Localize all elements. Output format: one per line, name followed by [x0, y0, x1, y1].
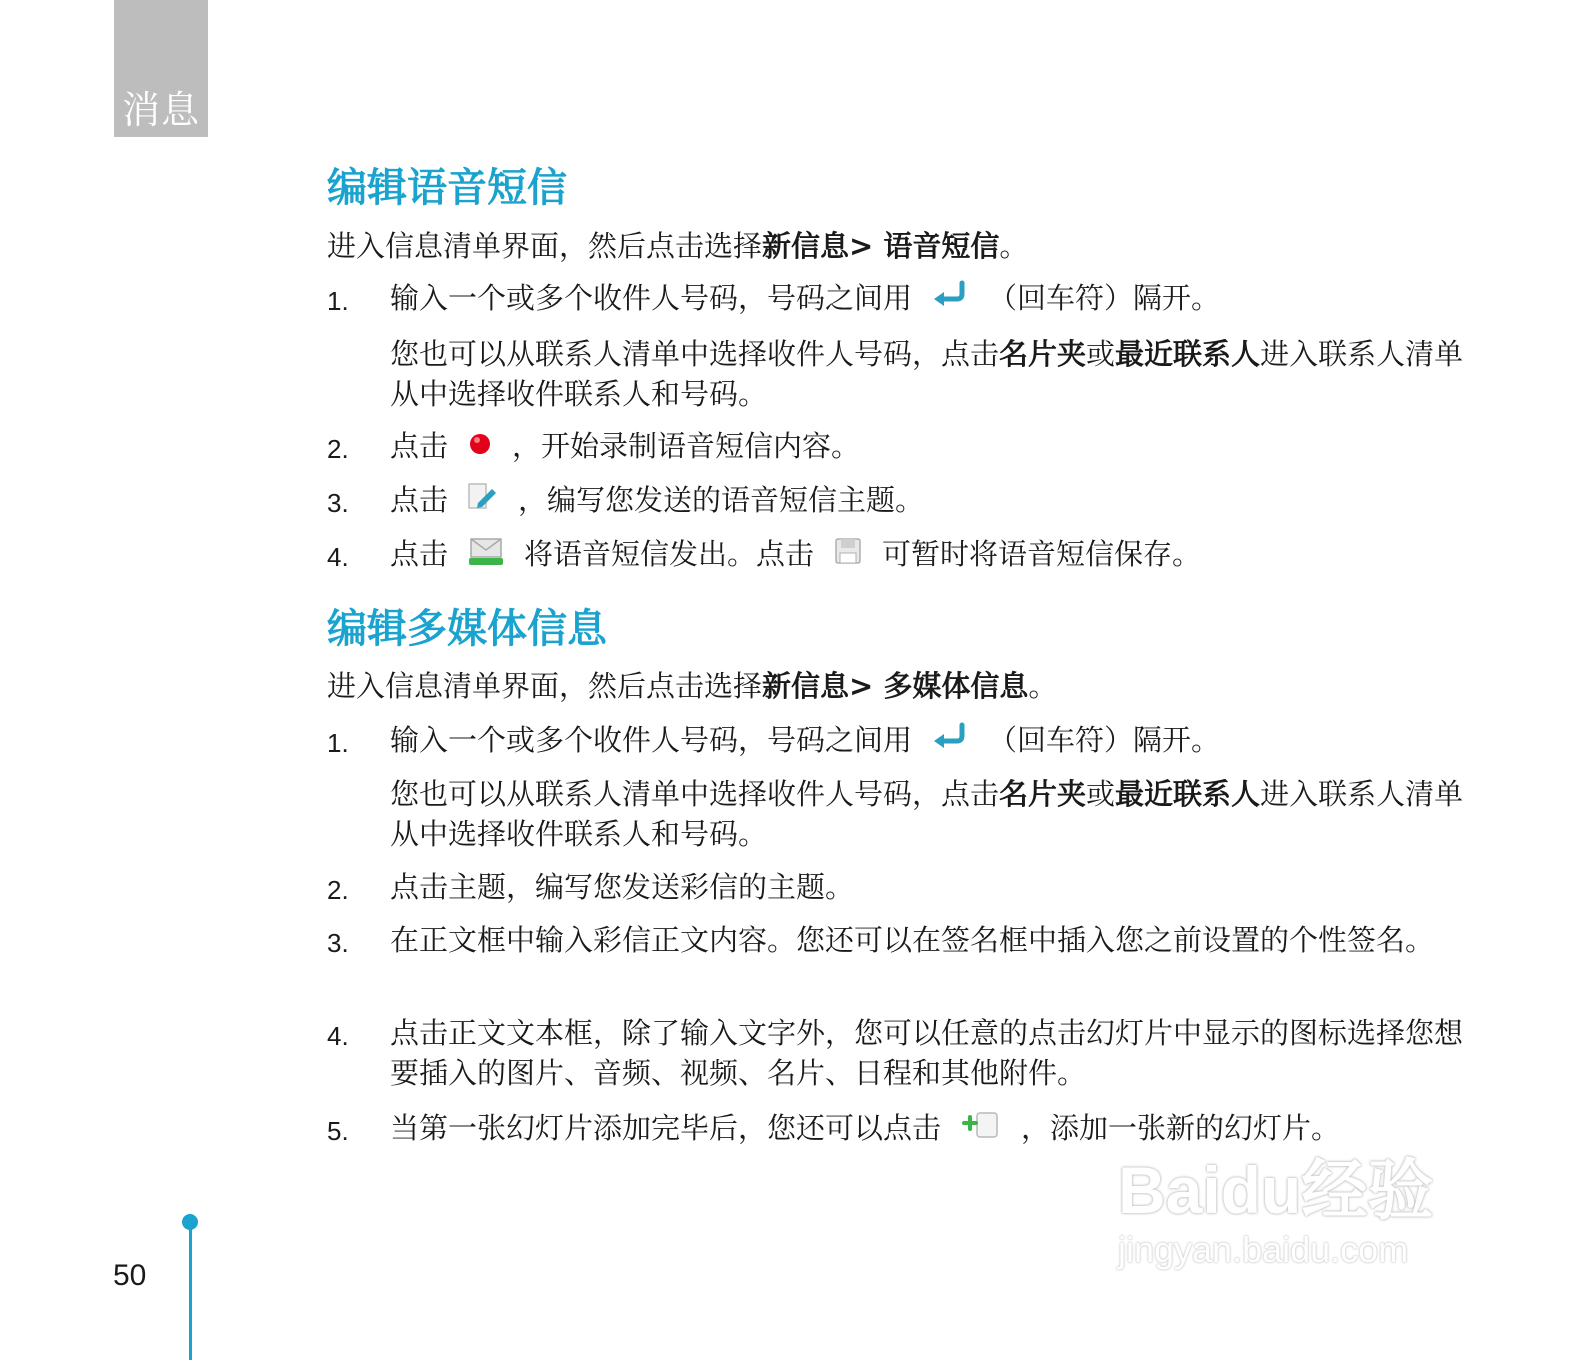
- item-number: 1.: [327, 728, 349, 758]
- intro-prefix: 进入信息清单界面，然后点击选择: [327, 229, 763, 263]
- list-item: [390, 534, 1470, 578]
- chapter-tab-label: 消息: [121, 88, 200, 132]
- list-item: [390, 426, 1470, 468]
- intro-menu-path: 新信息> 语音短信: [762, 229, 1000, 263]
- section-title-voice-sms: 编辑语音短信: [327, 165, 567, 211]
- section-title-mms: 编辑多媒体信息: [327, 606, 607, 652]
- add-slide-icon: [959, 1108, 1003, 1152]
- item-text-after: （回车符）隔开。: [988, 281, 1221, 315]
- item-text-before: 当第一张幻灯片添加完毕后，您还可以点击: [390, 1111, 942, 1145]
- section2-intro: [327, 666, 1057, 706]
- section1-intro: [327, 226, 1028, 266]
- intro-menu-path: 新信息> 多媒体信息: [762, 669, 1029, 703]
- item-number: 3.: [327, 928, 349, 958]
- edit-subject-icon: [466, 481, 500, 523]
- save-icon: [832, 535, 864, 577]
- item-text-after: ，编写您发送的语音短信主题。: [518, 483, 925, 517]
- item-number: 1.: [327, 286, 349, 316]
- item-number: 2.: [327, 434, 349, 464]
- list-item: 点击主题，编写您发送彩信的主题。: [390, 870, 855, 904]
- list-item: 在正文框中输入彩信正文内容。您还可以在签名框中插入您之前设置的个性签名。: [390, 923, 1435, 957]
- list-item: [390, 278, 1470, 320]
- list-item: 点击正文文本框，除了输入文字外，您可以任意的点击幻灯片中显示的图标选择您想要插入的图片、音频、视频、名片、日程和其他附件。: [390, 1016, 1464, 1090]
- note-suffix: 进入联系人清单从中选择收件联系人和号码。: [390, 777, 1464, 851]
- note-mid: 或: [1086, 337, 1116, 371]
- list-item: [390, 1108, 1470, 1152]
- watermark-brand: Baidu经验: [1118, 1153, 1434, 1227]
- intro-suffix: 。: [999, 229, 1029, 263]
- list-item: [390, 480, 1470, 523]
- note-prefix: 您也可以从联系人清单中选择收件人号码，点击: [390, 337, 1000, 371]
- page-number: 50: [113, 1259, 147, 1292]
- intro-suffix: 。: [1028, 669, 1058, 703]
- note-bold-cards: 名片夹: [999, 777, 1087, 811]
- margin-rule-line: [189, 1226, 192, 1360]
- item-text-middle: 将语音短信发出。点击: [524, 537, 815, 571]
- note-mid: 或: [1086, 777, 1116, 811]
- item-text-before: 点击: [390, 537, 449, 571]
- note-suffix: 进入联系人清单从中选择收件联系人和号码。: [390, 337, 1464, 411]
- item-number: 5.: [327, 1116, 349, 1146]
- note-bold-recent: 最近联系人: [1115, 777, 1261, 811]
- send-icon: [466, 534, 506, 578]
- item-text-before: 输入一个或多个收件人号码，号码之间用: [390, 723, 913, 757]
- item-text-after: （回车符）隔开。: [988, 723, 1221, 757]
- record-icon: [466, 428, 494, 468]
- enter-key-icon: [930, 722, 970, 762]
- watermark-url: jingyan.baidu.com: [1118, 1229, 1409, 1270]
- note-bold-cards: 名片夹: [999, 337, 1087, 371]
- item-number: 2.: [327, 875, 349, 905]
- item-text-before: 点击: [390, 483, 449, 517]
- item-text-after: ，开始录制语音短信内容。: [512, 429, 861, 463]
- list-item: [390, 720, 1470, 762]
- item-text-before: 输入一个或多个收件人号码，号码之间用: [390, 281, 913, 315]
- baidu-jingyan-watermark: [1118, 1150, 1478, 1290]
- list-item-note: [390, 334, 1470, 414]
- chapter-tab: [114, 0, 208, 137]
- intro-prefix: 进入信息清单界面，然后点击选择: [327, 669, 763, 703]
- item-text-after: ，添加一张新的幻灯片。: [1021, 1111, 1341, 1145]
- item-text-after: 可暂时将语音短信保存。: [882, 537, 1202, 571]
- item-number: 4.: [327, 542, 349, 572]
- list-item-note: [390, 774, 1470, 854]
- note-prefix: 您也可以从联系人清单中选择收件人号码，点击: [390, 777, 1000, 811]
- item-text-before: 点击: [390, 429, 449, 463]
- item-number: 4.: [327, 1021, 349, 1051]
- item-number: 3.: [327, 488, 349, 518]
- enter-key-icon: [930, 280, 970, 320]
- note-bold-recent: 最近联系人: [1115, 337, 1261, 371]
